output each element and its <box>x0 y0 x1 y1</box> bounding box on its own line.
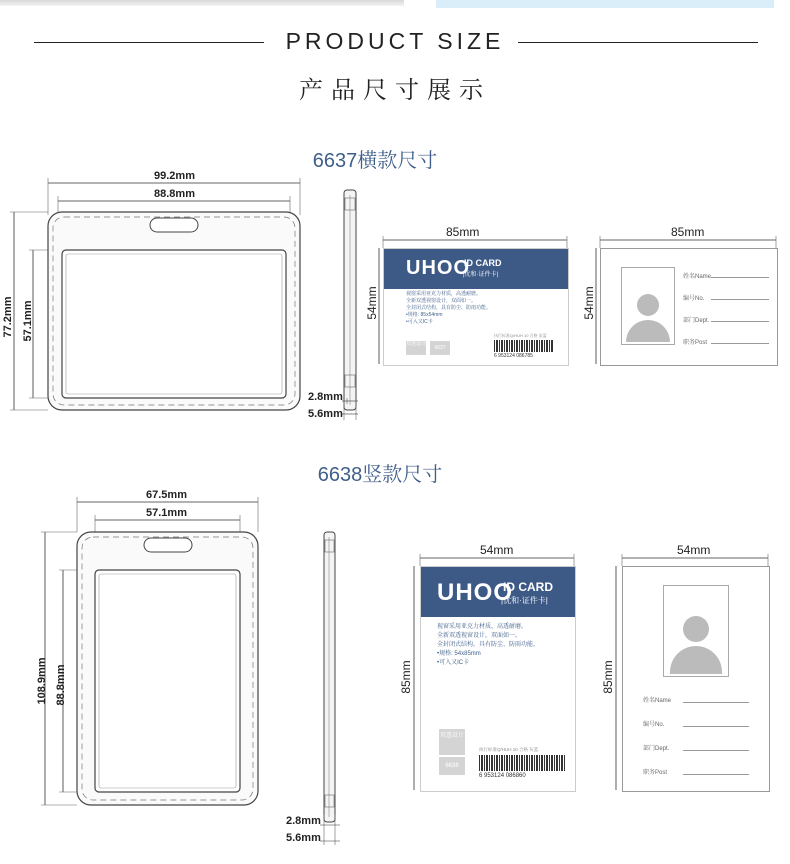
field-post: 职务Post <box>643 770 668 776</box>
s2-card-height: 85mm <box>399 660 413 694</box>
s2-card-back <box>622 566 770 792</box>
card-sub: |优和·证件卡| <box>463 272 499 278</box>
s1-thickness-inner: 2.8mm <box>308 391 343 403</box>
s1-inner-height: 57.1mm <box>22 300 34 342</box>
card-barcode: 6 953124 086785 <box>494 353 533 359</box>
s2-inner-width: 57.1mm <box>146 507 187 519</box>
s1-back-width: 85mm <box>671 225 705 239</box>
s2-outer-width: 67.5mm <box>146 489 187 501</box>
field-number: 编号No. <box>643 722 665 728</box>
field-number-line <box>683 726 749 727</box>
s2-card-front <box>420 566 576 792</box>
page-title-cn: 产品尺寸展示 <box>299 77 491 104</box>
barcode-icon <box>479 755 565 771</box>
card-barcode: 6 953124 086860 <box>479 773 526 779</box>
page-title-en: PRODUCT SIZE <box>285 28 505 54</box>
photo-placeholder-icon <box>663 585 729 677</box>
s2-back-width: 54mm <box>677 543 711 557</box>
card-desc: 视窗采用亚克力材质，高透耐磨。 全新双透视窗设计，双面如一。 全封闭式结构，具有防尘、防雨功能。 •规格: 54x85mm •可入又IC卡 <box>437 624 540 666</box>
s2-back-height: 85mm <box>601 660 615 694</box>
s2-outer-height: 108.9mm <box>36 657 48 705</box>
field-post: 职务Post <box>683 340 708 346</box>
field-dept: 部门Dept. <box>643 746 670 752</box>
s2-card-width: 54mm <box>480 543 514 557</box>
s1-thickness-outer: 5.6mm <box>308 408 343 420</box>
s1-inner-width: 88.8mm <box>154 188 195 200</box>
field-post-line <box>683 774 749 775</box>
card-sub: |优和·证件卡| <box>501 596 548 605</box>
s2-thickness-outer: 5.6mm <box>286 832 321 844</box>
section-2-title: 6638竖款尺寸 <box>317 464 443 486</box>
field-dept: 部门Dept. <box>683 318 710 324</box>
field-name: 姓名Name <box>643 698 672 704</box>
field-name: 姓名Name <box>683 274 712 280</box>
card-label: ID CARD <box>464 258 502 268</box>
s1-outer-height: 77.2mm <box>2 296 14 338</box>
section-1-title: 6637横款尺寸 <box>312 150 438 172</box>
card-model: 6638 <box>439 757 465 775</box>
s1-card-height: 54mm <box>365 286 379 320</box>
card-brand: UHOO <box>437 579 513 606</box>
s2-thickness-inner: 2.8mm <box>286 815 321 827</box>
s1-card-width: 85mm <box>446 225 480 239</box>
card-desc: 视窗采用亚克力材质，高透耐磨。 全新双透视窗设计，双面如一。 全封闭式结构，具有防尘、防雨功能。 •规格: 85x54mm •可入又IC卡 <box>406 291 492 325</box>
s1-back-height: 54mm <box>582 286 596 320</box>
s1-outer-width: 99.2mm <box>154 170 195 182</box>
card-standard: 执行标准Q/HUH 10 合格 灰蓝 <box>494 333 547 338</box>
card-standard: 执行标准Q/HUH 10 合格 灰蓝 <box>479 747 539 752</box>
card-brand: UHOO <box>406 257 470 279</box>
card-badge: 双透设计 <box>439 729 465 755</box>
card-label: ID CARD <box>503 580 553 594</box>
s2-inner-height: 88.8mm <box>55 664 67 706</box>
field-number: 编号No. <box>683 296 705 302</box>
card-model: 6637 <box>430 341 450 355</box>
card-badge: 双透设计 <box>406 341 426 355</box>
field-dept-line <box>683 750 749 751</box>
field-name-line <box>683 702 749 703</box>
